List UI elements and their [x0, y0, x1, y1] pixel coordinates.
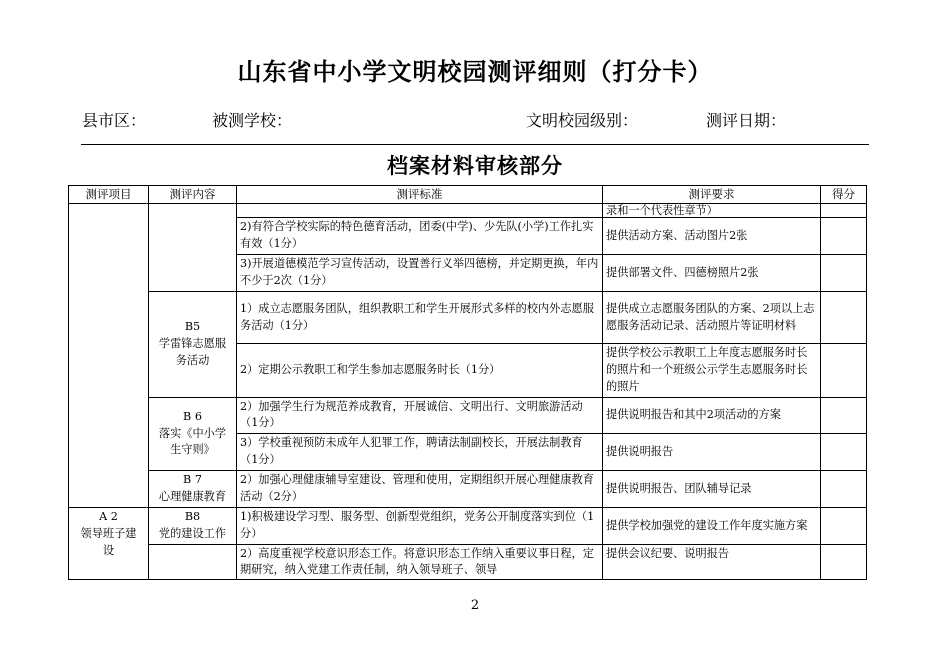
school-label: 被测学校： [212, 111, 293, 130]
requirement-cell: 录和一个代表性章节） [603, 204, 821, 218]
header-content: 测评内容 [149, 186, 237, 204]
score-cell[interactable] [821, 545, 867, 580]
section-title: 档案材料审核部分 [387, 154, 563, 178]
evaluation-table [68, 185, 867, 580]
score-cell[interactable] [821, 471, 867, 508]
requirement-cell: 提供说明报告、团队辅导记录 [603, 471, 821, 508]
table-row [69, 292, 867, 344]
level-label: 文明校园级别： [526, 111, 639, 130]
content-cell-b8-cont [149, 545, 237, 580]
header-divider [81, 144, 869, 145]
requirement-cell: 提供会议纪要、说明报告 [603, 545, 821, 580]
meta-row [0, 108, 950, 130]
header-standard: 测评标准 [237, 186, 603, 204]
item-cell-a2: A 2 领导班子建 设 [69, 508, 149, 580]
requirement-cell: 提供说明报告和其中2项活动的方案 [603, 397, 821, 434]
score-cell[interactable] [821, 344, 867, 397]
score-cell[interactable] [821, 218, 867, 255]
table-row [69, 508, 867, 545]
county-label: 县市区： [82, 111, 147, 130]
document-title: 山东省中小学文明校园测评细则（打分卡） [237, 58, 713, 86]
content-cell-b6: B 6 落实《中小学 生守则》 [149, 397, 237, 471]
page-number: 2 [470, 598, 480, 613]
standard-cell: 2）加强心理健康辅导室建设、管理和使用，定期组织开展心理健康教育活动（2分） [237, 471, 603, 508]
score-cell[interactable] [821, 255, 867, 292]
standard-cell: 3）学校重视预防未成年人犯罪工作，聘请法制副校长，开展法制教育（1分） [237, 434, 603, 471]
score-cell[interactable] [821, 292, 867, 344]
standard-cell: 2）高度重视学校意识形态工作。将意识形态工作纳入重要议事日程，定期研究，纳入党建工作责任制，纳入领导班子、领导 [237, 545, 603, 580]
standard-cell [237, 204, 603, 218]
table-row [69, 204, 867, 218]
requirement-cell: 提供学校公示教职工上年度志愿服务时长的照片和一个班级公示学生志愿服务时长的照片 [603, 344, 821, 397]
standard-cell: 3)开展道德模范学习宣传活动，设置善行义举四德榜，并定期更换，年内不少于2次（1分） [237, 255, 603, 292]
header-requirement: 测评要求 [603, 186, 821, 204]
requirement-cell: 提供成立志愿服务团队的方案、2项以上志愿服务活动记录、活动照片等证明材料 [603, 292, 821, 344]
score-cell[interactable] [821, 434, 867, 471]
standard-cell: 1）成立志愿服务团队，组织教职工和学生开展形式多样的校内外志愿服务活动（1分） [237, 292, 603, 344]
content-cell-b8: B8 党的建设工作 [149, 508, 237, 545]
requirement-cell: 提供学校加强党的建设工作年度实施方案 [603, 508, 821, 545]
table-row [69, 397, 867, 434]
requirement-cell: 提供活动方案、活动图片2张 [603, 218, 821, 255]
standard-cell: 1)积极建设学习型、服务型、创新型党组织，党务公开制度落实到位（1分） [237, 508, 603, 545]
score-cell[interactable] [821, 508, 867, 545]
requirement-cell: 提供部署文件、四德榜照片2张 [603, 255, 821, 292]
content-cell-b5: B5 学雷锋志愿服 务活动 [149, 292, 237, 397]
header-item: 测评项目 [69, 186, 149, 204]
content-cell-b7: B 7 心理健康教育 [149, 471, 237, 508]
header-score: 得分 [821, 186, 867, 204]
score-cell[interactable] [821, 397, 867, 434]
date-label: 测评日期： [706, 111, 787, 130]
table-header-row [69, 186, 867, 204]
standard-cell: 2）加强学生行为规范养成教育，开展诚信、文明出行、文明旅游活动（1分） [237, 397, 603, 434]
item-cell-a1 [69, 204, 149, 508]
score-cell[interactable] [821, 204, 867, 218]
content-cell-b4 [149, 204, 237, 292]
table-row [69, 471, 867, 508]
standard-cell: 2)有符合学校实际的特色德育活动，团委(中学)、少先队(小学)工作扎实有效（1分） [237, 218, 603, 255]
table-row [69, 545, 867, 580]
standard-cell: 2）定期公示教职工和学生参加志愿服务时长（1分） [237, 344, 603, 397]
requirement-cell: 提供说明报告 [603, 434, 821, 471]
